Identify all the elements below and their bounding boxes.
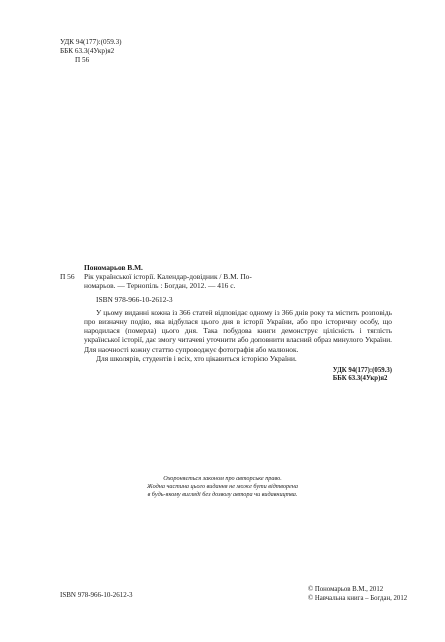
record-code: П 56 <box>60 272 75 282</box>
notice-line-1: Охороняється законом про авторське право. <box>163 475 282 482</box>
record-title-line-2: номарьов. — Тернопіль : Богдан, 2012. — 416 с. <box>84 281 236 291</box>
record-isbn: ISBN 978-966-10-2612-3 <box>96 294 173 304</box>
record-title-row <box>60 272 392 290</box>
record-bbk-right: ББК 63.3(4Укр)я2 <box>332 375 388 383</box>
copyright-notice <box>0 475 445 500</box>
annotation-paragraph-1: У цьому виданні кожна із 366 статей відповідає одному із 366 днів року та містить розповідь про визначну подію, яка відбулася цього дня в історії України, або про історичну особу, що народилася (померла) цього дня. Така побудова книги демонструє цілісність і тяглість української історії, дає змогу читачеві уточнити або доповнити власний образ минулого України. Для наочності кожну статтю супроводжує фотографія або малюнок. <box>84 307 392 354</box>
notice-line-2: Жодна частина цього видання не може бути відтворена <box>147 483 298 491</box>
copyright-author: © Пономарьов В.М., 2012 <box>308 586 384 593</box>
footer-copyrights <box>308 586 407 603</box>
notice-line-3: в будь-якому вигляді без дозволу автора чи видавництва. <box>147 491 298 499</box>
record-author: Пономарьов В.М. <box>84 263 143 272</box>
udk-code: УДК 94(177):(059.3) <box>60 38 122 46</box>
annotation-paragraph-2: Для школярів, студентів і всіх, хто цікавиться історією України. <box>96 353 297 363</box>
record-annotation <box>60 308 392 363</box>
record-title-line-1: Рік української історії. Календар-довідник / В.М. По- <box>84 272 252 282</box>
classification-block <box>60 38 122 65</box>
record-title <box>84 272 392 290</box>
copyright-publisher: © Навчальна книга – Богдан, 2012 <box>308 594 408 602</box>
record-classification-right <box>60 367 392 383</box>
catalog-record <box>60 263 392 383</box>
author-code: П 56 <box>75 56 90 64</box>
right-codes-wrap <box>333 367 392 383</box>
record-udk-right: УДК 94(177):(059.3) <box>332 367 392 375</box>
bbk-code: ББК 63.3(4Укр)я2 <box>60 47 115 55</box>
footer-isbn: ISBN 978-966-10-2612-3 <box>60 591 133 599</box>
